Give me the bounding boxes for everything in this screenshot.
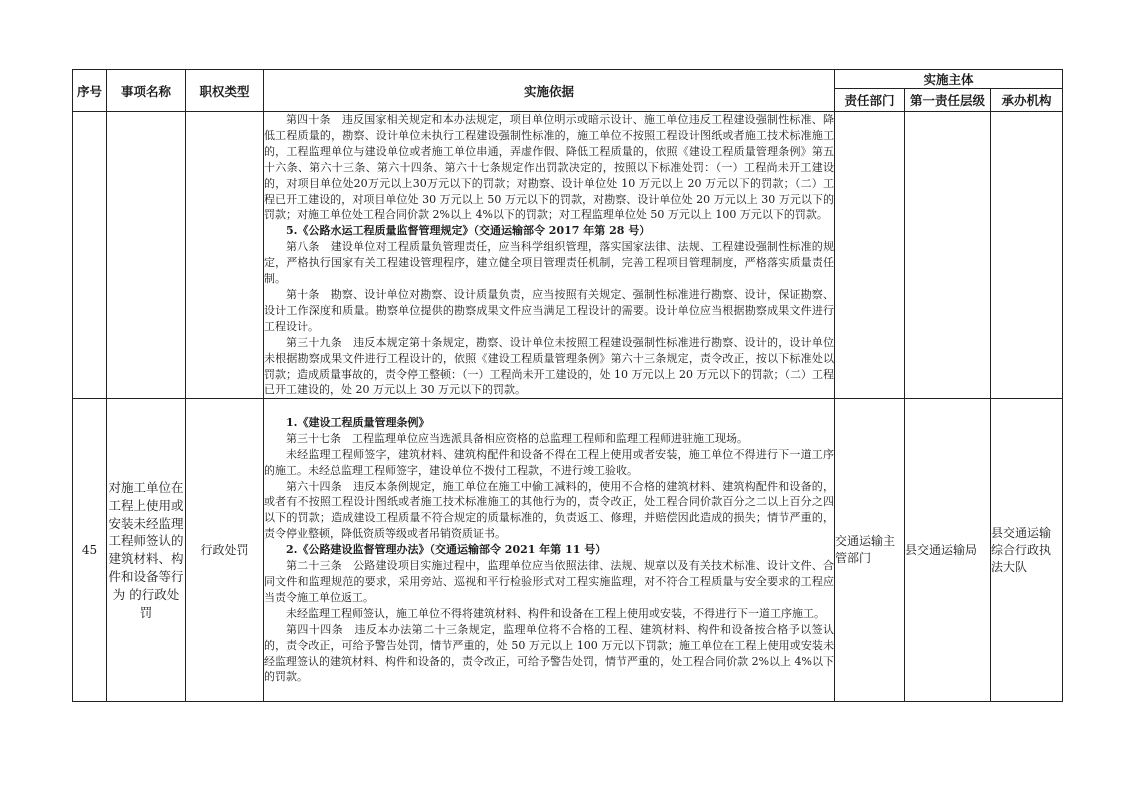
power-type-cell xyxy=(186,112,264,399)
basis-paragraph: 第三十九条 违反本规定第十条规定，勘察、设计单位未按照工程建设强制性标准进行勘察、设计的，设计单位未根据勘察成果文件进行工程设计的，依照《建设工程质量管理条例》第六十三条规定，责令改正，按以下标准处以罚款；造成质量事故的，责令停工整顿：（一）工程尚未开工建设的，处 10 万元以上 20 万元以下的罚款；（二）工程已开工建设的，处 20 万元以上 30 万元以下的罚款。 xyxy=(264,335,834,397)
dept-cell xyxy=(835,112,905,399)
header-power-type: 职权类型 xyxy=(186,70,264,112)
agency-cell: 县交通运输综合行政执法大队 xyxy=(991,399,1063,702)
basis-paragraph: 未经监理工程师签字，建筑材料、建筑构配件和设备不得在工程上使用或者安装，施工单位不得进行下一道工序的施工。未经总监理工程师签字，建设单位不拨付工程款，不进行竣工验收。 xyxy=(264,447,834,477)
item-name-cell: 对施工单位在工程上使用或安装未经监理工程师签认的建筑材料、构件和设备等行为 的行政处罚 xyxy=(107,399,186,702)
header-seq: 序号 xyxy=(73,70,107,112)
header-item-name: 事项名称 xyxy=(107,70,186,112)
table-row xyxy=(73,112,1063,399)
table-row xyxy=(73,399,1063,702)
basis-paragraph: 第十条 勘察、设计单位对勘察、设计质量负责，应当按照有关规定、强制性标准进行勘察、设计，保证勘察、设计工作深度和质量。勘察单位提供的勘察成果文件应当满足工程设计的需要。设计单位应当根据勘察成果文件进行工程设计。 xyxy=(264,287,834,333)
basis-paragraph: 未经监理工程师签认，施工单位不得将建筑材料、构件和设备在工程上使用或安装，不得进行下一道工序施工。 xyxy=(286,606,825,620)
basis-cell xyxy=(264,112,835,399)
dept-cell: 交通运输主管部门 xyxy=(835,399,905,702)
basis-paragraph: 第三十七条 工程监理单位应当选派具备相应资格的总监理工程师和监理工程师进驻施工现场。 xyxy=(286,431,748,445)
seq-cell: 45 xyxy=(73,399,107,702)
basis-paragraph: 第二十三条 公路建设项目实施过程中，监理单位应当依照法律、法规、规章以及有关技术标准、设计文件、合同文件和监理规范的要求，采用旁站、巡视和平行检验形式对工程实施监理，对不符合工程质量与安全要求的工程应当责令施工单位返工。 xyxy=(264,559,834,604)
item-name-cell xyxy=(107,112,186,399)
header-dept: 责任部门 xyxy=(835,89,905,112)
basis-paragraph: 第四十条 违反国家相关规定和本办法规定，项目单位明示或暗示设计、施工单位违反工程建设强制性标准、降低工程质量的，勘察、设计单位未执行工程建设强制性标准的，施工单位不按照工程设计图纸或者施工技术标准施工的，工程监理单位与建设单位或者施工单位串通，弄虚作假、降低工程质量的，依照《建设工程质量管理条例》第五十六条、第六十三条、第六十四条、第六十七条规定作出罚款决定的，按照以下标准处罚：（一）工程尚未开工建设的，对项目单位处20万元以上30万元以下的罚款；对勘察、设计单位处 10 万元以上 20 万元以下的罚款；（二）工程已开工建设的，对项目单位处 30 万元以上 50 万元以下的罚款，对勘察、设计单位处 20 万元以上 30 万元以下的罚款；对施工单位处工程合同价款 2%以上 4%以下的罚款；对工程监理单位处 50 万元以上 100 万元以下的罚款。 xyxy=(264,113,834,222)
header-level: 第一责任层级 xyxy=(905,89,991,112)
header-subject: 实施主体 xyxy=(835,70,1063,89)
basis-paragraph: 第四十四条 违反本办法第二十三条规定，监理单位将不合格的工程、建筑材料、构件和设备按合格予以签认的，责令改正，可给予警告处罚，情节严重的，处 50 万元以上 100 万元以下罚款；施工单位在工程上使用或安装未经监理签认的建筑材料、构件和设备的，责令改正，可给予警告处罚，情节严重的，处工程合同价款 2%以上 4%以下的罚款。 xyxy=(264,622,834,684)
law-title: 5.《公路水运工程质量监督管理规定》（交通运输部令 2017 年第 28 号） xyxy=(286,224,651,238)
law-title: 2.《公路建设监督管理办法》（交通运输部令 2021 年第 11 号） xyxy=(286,543,607,557)
header-agency: 承办机构 xyxy=(991,89,1063,112)
basis-cell xyxy=(264,399,835,702)
law-title: 1.《建设工程质量管理条例》 xyxy=(286,415,430,429)
level-cell: 县交通运输局 xyxy=(905,399,991,702)
power-list-table xyxy=(72,69,1063,702)
header-basis: 实施依据 xyxy=(264,70,835,112)
level-cell xyxy=(905,112,991,399)
power-type-cell: 行政处罚 xyxy=(186,399,264,702)
basis-paragraph: 第六十四条 违反本条例规定，施工单位在施工中偷工减料的，使用不合格的建筑材料、建筑构配件和设备的，或者有不按照工程设计图纸或者施工技术标准施工的其他行为的，责令改正，处工程合同价款百分之二以上百分之四以下的罚款；造成建设工程质量不符合规定的质量标准的，负责返工、修理，并赔偿因此造成的损失；情节严重的，责令停业整顿，降低资质等级或者吊销资质证书。 xyxy=(264,479,834,541)
seq-cell xyxy=(73,112,107,399)
basis-paragraph: 第八条 建设单位对工程质量负管理责任，应当科学组织管理，落实国家法律、法规、工程建设强制性标准的规定，严格执行国家有关工程建设管理程序，建立健全项目管理责任机制，完善工程项目管理制度，严格落实质量责任制。 xyxy=(264,240,834,286)
agency-cell xyxy=(991,112,1063,399)
